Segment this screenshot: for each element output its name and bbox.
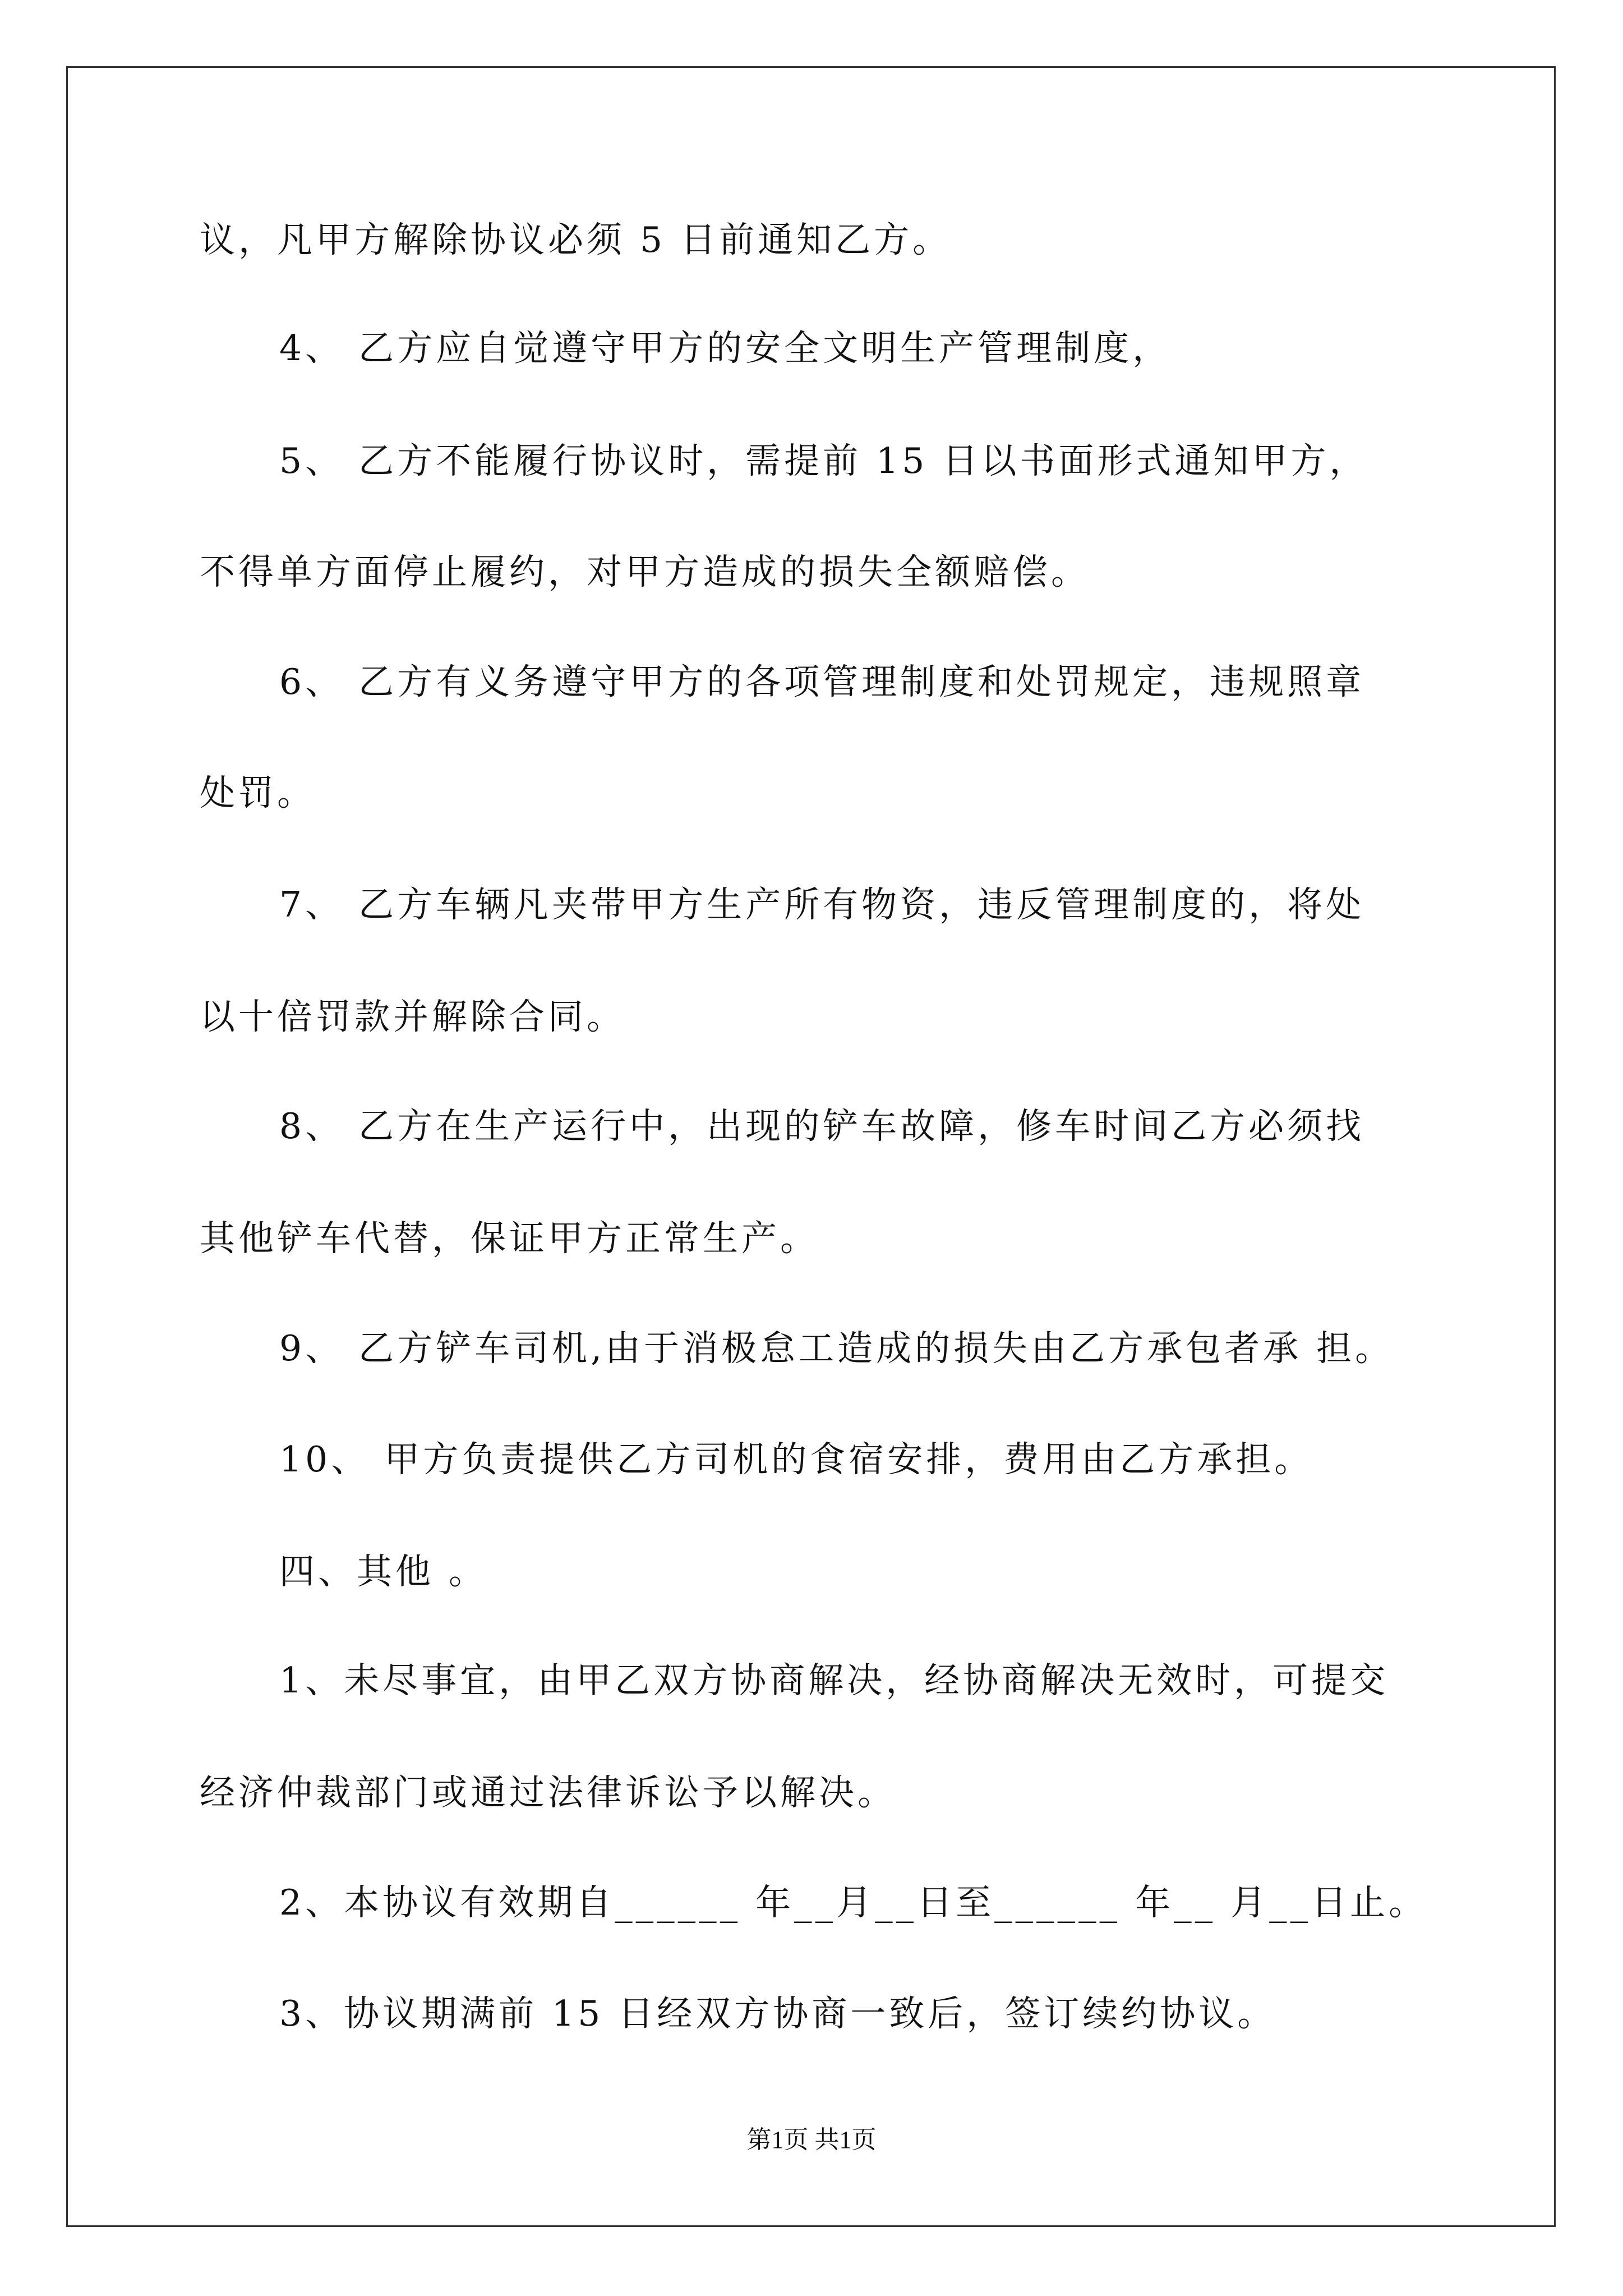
text-line: 4、 乙方应自觉遵守甲方的安全文明生产管理制度， xyxy=(279,328,1172,369)
text-line: 9、 乙方铲车司机,由于消极怠工造成的损失由乙方承包者承 担。 xyxy=(279,1328,1394,1369)
text-line: 6、 乙方有义务遵守甲方的各项管理制度和处罚规定，违规照章 xyxy=(279,661,1365,702)
text-line: 7、 乙方车辆凡夹带甲方生产所有物资，违反管理制度的，将处 xyxy=(279,884,1365,925)
section-heading: 四、其他 。 xyxy=(279,1551,488,1592)
text-line: 以十倍罚款并解除合同。 xyxy=(200,996,625,1037)
text-line: 8、 乙方在生产运行中，出现的铲车故障，修车时间乙方必须找 xyxy=(279,1106,1365,1147)
text-line: 2、本协议有效期自______ 年__月__日至______ 年__ 月__日止。 xyxy=(279,1882,1428,1923)
text-line: 议，凡甲方解除协议必须 5 日前通知乙方。 xyxy=(200,219,952,260)
text-line: 5、 乙方不能履行协议时，需提前 15 日以书面形式通知甲方， xyxy=(279,440,1368,481)
text-line: 1、未尽事宜，由甲乙双方协商解决，经协商解决无效时，可提交 xyxy=(279,1660,1389,1701)
text-line: 处罚。 xyxy=(200,772,316,813)
text-line: 其他铲车代替，保证甲方正常生产。 xyxy=(200,1218,819,1259)
text-line: 不得单方面停止履约，对甲方造成的损失全额赔偿。 xyxy=(200,551,1090,592)
page-number-footer: 第1页 共1页 xyxy=(746,2126,877,2154)
text-line: 经济仲裁部门或通过法律诉讼予以解决。 xyxy=(200,1772,896,1813)
text-line: 3、协议期满前 15 日经双方协商一致后，签订续约协议。 xyxy=(279,1993,1276,2034)
text-line: 10、 甲方负责提供乙方司机的食宿安排，费用由乙方承担。 xyxy=(279,1439,1313,1480)
